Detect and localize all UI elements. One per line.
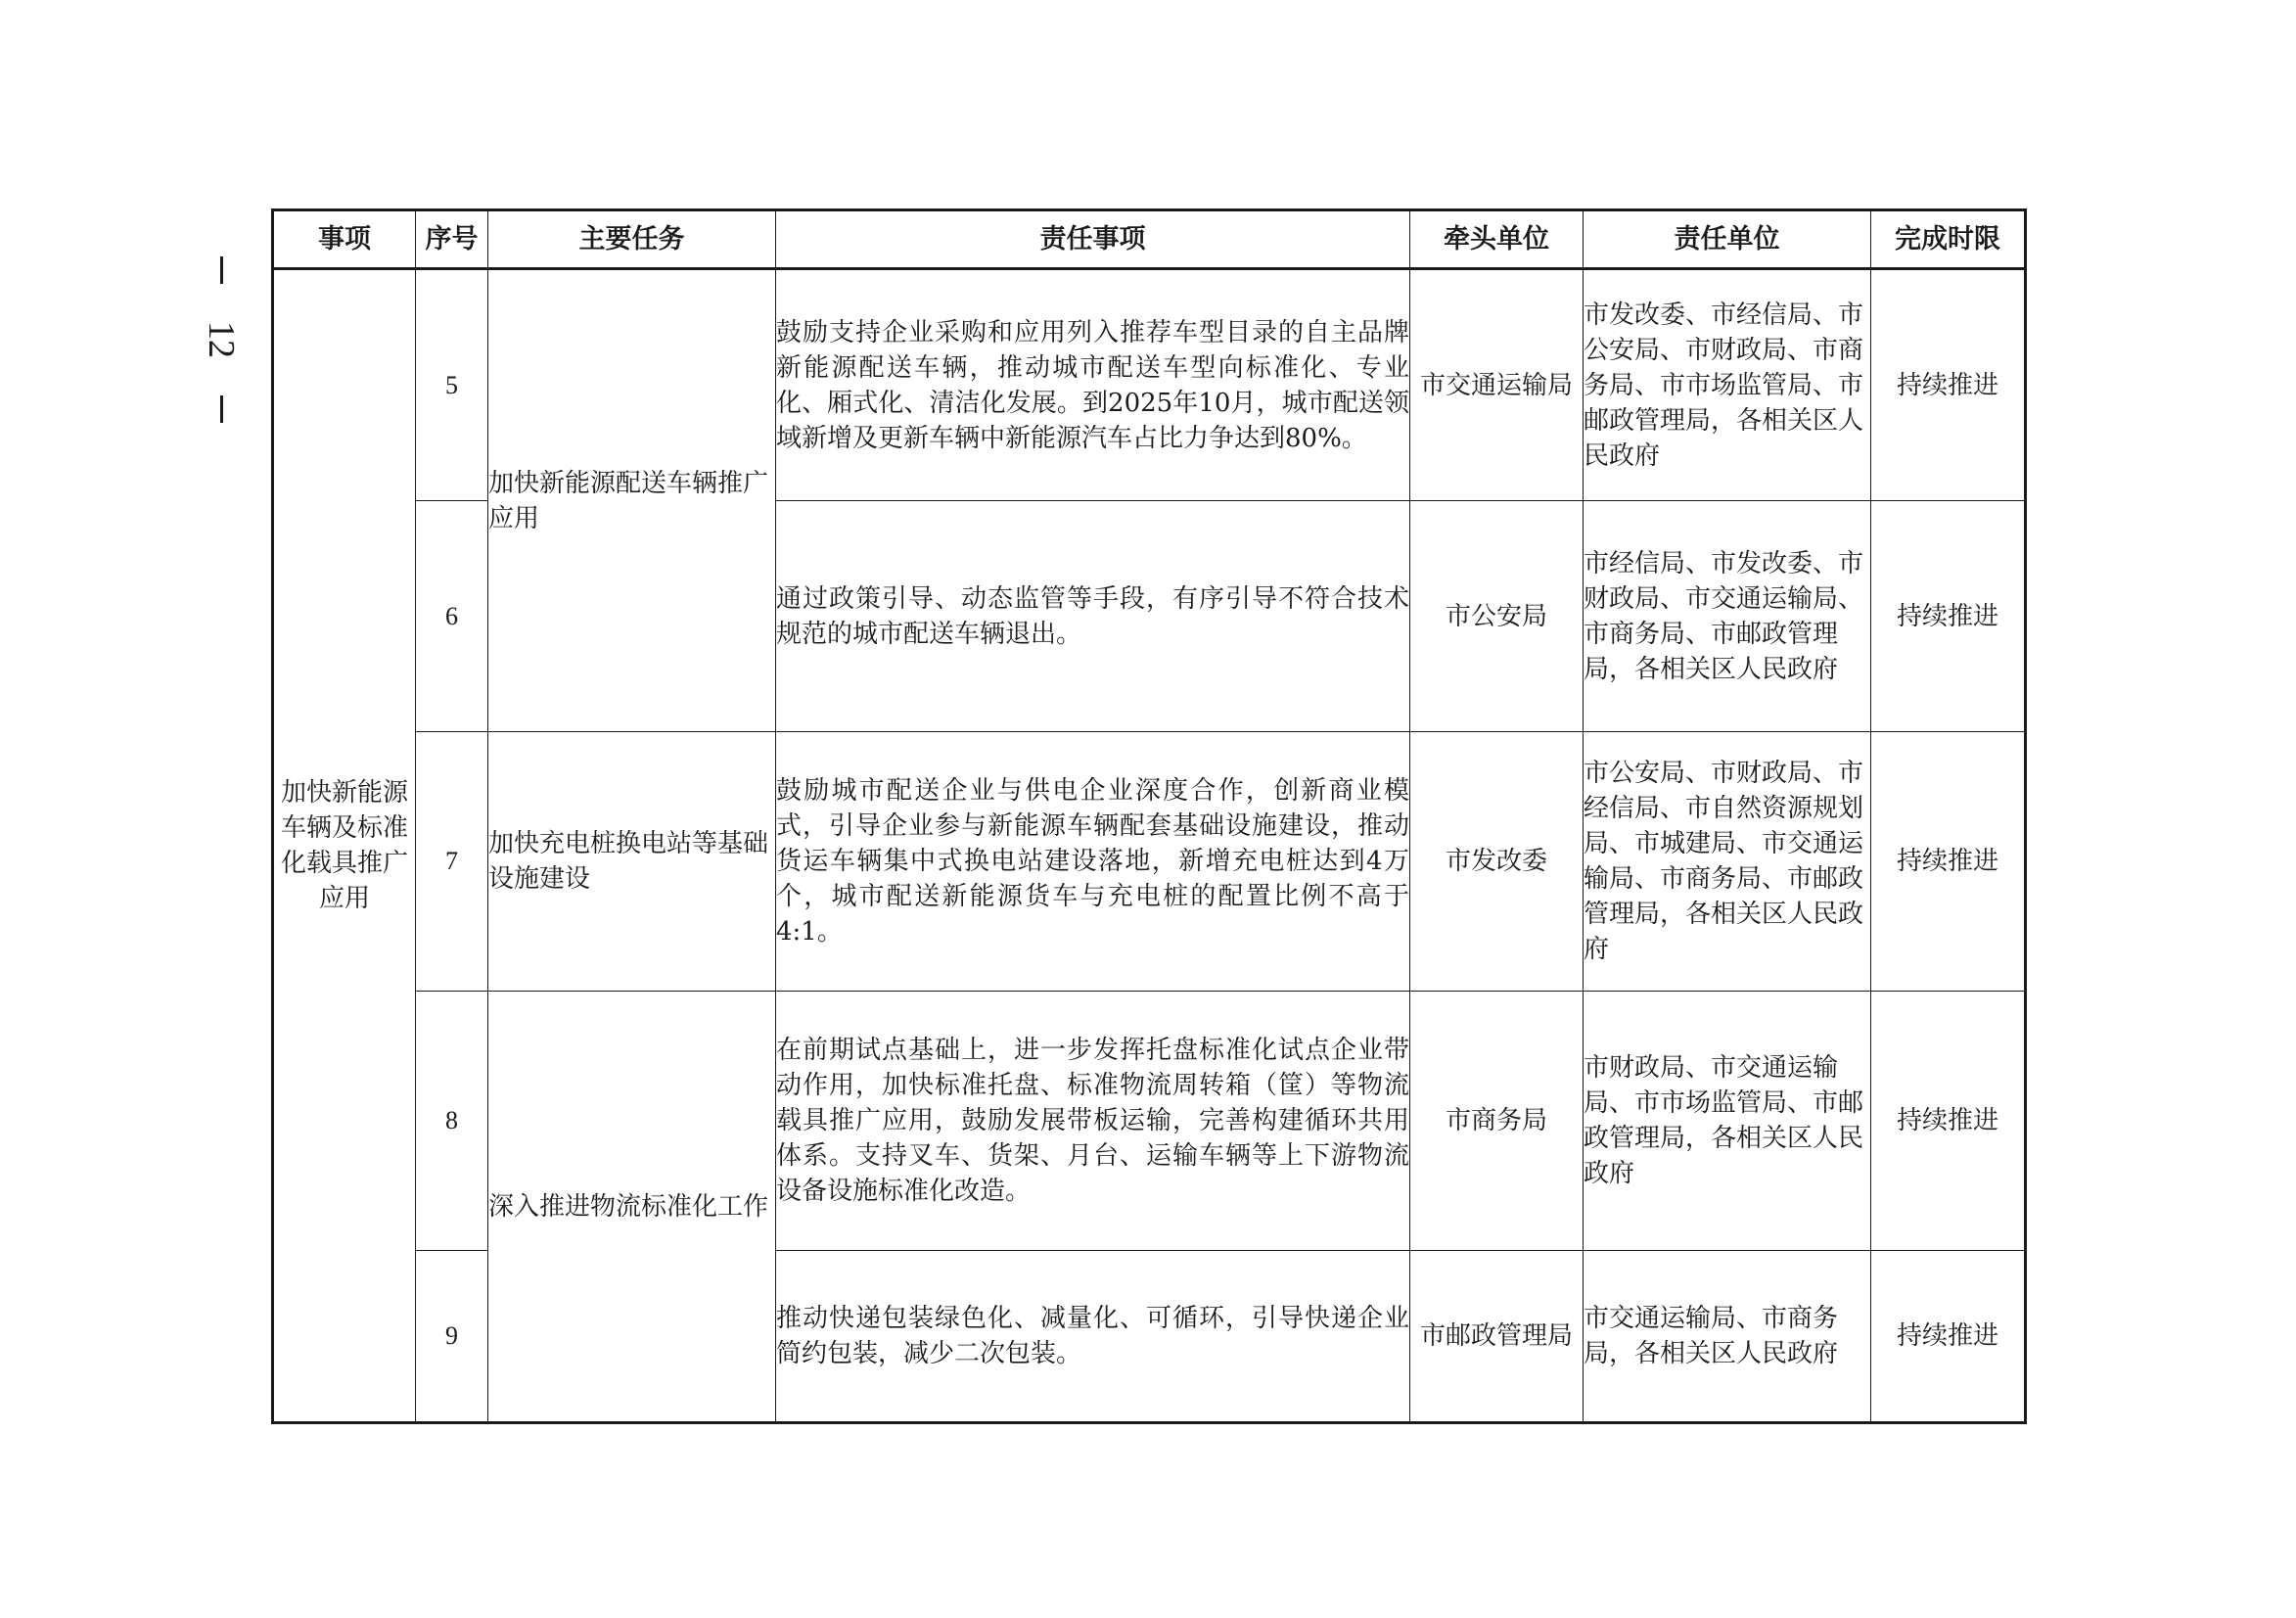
header-deadline: 完成时限	[1871, 210, 2026, 269]
header-responsibility: 责任事项	[776, 210, 1410, 269]
page-number-dash-bottom	[220, 395, 223, 423]
table-row	[273, 269, 2026, 501]
task-table	[271, 208, 2027, 1424]
table-row	[273, 732, 2026, 992]
header-item: 事项	[273, 210, 416, 269]
deadline-cell: 持续推进	[1871, 1251, 2026, 1423]
seq-cell: 7	[416, 732, 488, 992]
lead-cell: 市公安局	[1410, 501, 1584, 732]
responsibility-cell: 鼓励支持企业采购和应用列入推荐车型目录的自主品牌新能源配送车辆，推动城市配送车型向标准化、专业化、厢式化、清洁化发展。到2025年10月，城市配送领域新增及更新车辆中新能源汽车占比力争达到80%。	[776, 269, 1410, 501]
header-seq: 序号	[416, 210, 488, 269]
lead-cell: 市发改委	[1410, 732, 1584, 992]
units-cell: 市公安局、市财政局、市经信局、市自然资源规划局、市城建局、市交通运输局、市商务局、市邮政管理局，各相关区人民政府	[1584, 732, 1871, 992]
lead-cell: 市邮政管理局	[1410, 1251, 1584, 1423]
deadline-cell: 持续推进	[1871, 269, 2026, 501]
header-units: 责任单位	[1584, 210, 1871, 269]
responsibility-cell: 鼓励城市配送企业与供电企业深度合作，创新商业模式，引导企业参与新能源车辆配套基础设施建设，推动货运车辆集中式换电站建设落地，新增充电桩达到4万个，城市配送新能源货车与充电桩的配置比例不高于4:1。	[776, 732, 1410, 992]
responsibility-cell: 通过政策引导、动态监管等手段，有序引导不符合技术规范的城市配送车辆退出。	[776, 501, 1410, 732]
responsibility-cell: 推动快递包装绿色化、减量化、可循环，引导快递企业简约包装，减少二次包装。	[776, 1251, 1410, 1423]
units-cell: 市交通运输局、市商务局，各相关区人民政府	[1584, 1251, 1871, 1423]
seq-cell: 8	[416, 992, 488, 1251]
units-cell: 市经信局、市发改委、市财政局、市交通运输局、市商务局、市邮政管理局，各相关区人民政府	[1584, 501, 1871, 732]
header-lead: 牵头单位	[1410, 210, 1584, 269]
header-task: 主要任务	[488, 210, 776, 269]
deadline-cell: 持续推进	[1871, 501, 2026, 732]
units-cell: 市财政局、市交通运输局、市市场监管局、市邮政管理局，各相关区人民政府	[1584, 992, 1871, 1251]
seq-cell: 6	[416, 501, 488, 732]
task-cell: 加快充电桩换电站等基础设施建设	[488, 732, 776, 992]
units-cell: 市发改委、市经信局、市公安局、市财政局、市商务局、市市场监管局、市邮政管理局，各相关区人民政府	[1584, 269, 1871, 501]
deadline-cell: 持续推进	[1871, 732, 2026, 992]
task-cell: 加快新能源配送车辆推广应用	[488, 269, 776, 732]
group-item-cell: 加快新能源车辆及标准化载具推广应用	[273, 269, 416, 1423]
lead-cell: 市交通运输局	[1410, 269, 1584, 501]
deadline-cell: 持续推进	[1871, 992, 2026, 1251]
lead-cell: 市商务局	[1410, 992, 1584, 1251]
page-number-dash-top	[220, 256, 223, 284]
page-number	[192, 256, 251, 423]
table-row	[273, 992, 2026, 1251]
table-header-row	[273, 210, 2026, 269]
responsibility-cell: 在前期试点基础上，进一步发挥托盘标准化试点企业带动作用，加快标准托盘、标准物流周转箱（筐）等物流载具推广应用，鼓励发展带板运输，完善构建循环共用体系。支持叉车、货架、月台、运输车辆等上下游物流设备设施标准化改造。	[776, 992, 1410, 1251]
seq-cell: 9	[416, 1251, 488, 1423]
page-number-text: 12	[201, 321, 242, 358]
seq-cell: 5	[416, 269, 488, 501]
task-cell: 深入推进物流标准化工作	[488, 992, 776, 1423]
